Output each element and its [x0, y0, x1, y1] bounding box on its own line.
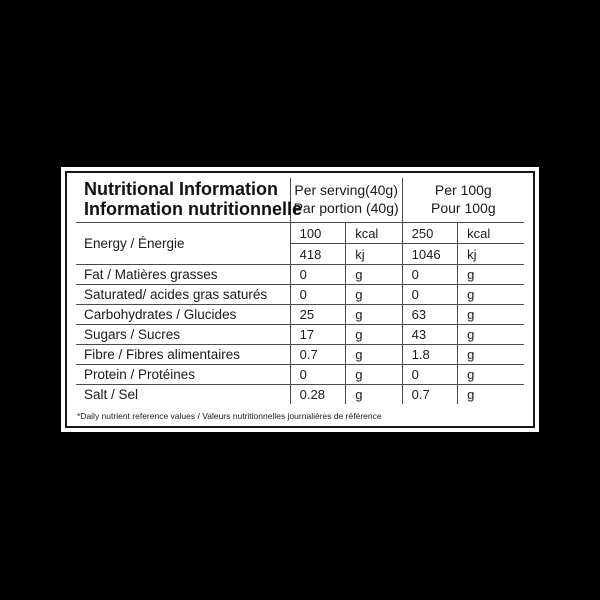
per-100g-label-fr: Pour 100g — [431, 200, 496, 216]
serving-unit: g — [346, 385, 402, 405]
per100-value: 63 — [402, 305, 458, 325]
serving-unit: g — [346, 305, 402, 325]
energy-per100-unit-kj: kj — [458, 244, 524, 265]
serving-unit: g — [346, 365, 402, 385]
table-row-fibre — [76, 345, 524, 365]
serving-value: 0 — [290, 285, 346, 305]
per-serving-label-fr: Par portion (40g) — [293, 200, 399, 216]
row-label: Fat / Matières grasses — [76, 265, 290, 285]
per100-unit: g — [458, 385, 524, 405]
table-row-saturated — [76, 285, 524, 305]
table-row-energy-kcal — [76, 223, 524, 244]
nutrition-table — [76, 178, 524, 404]
energy-serving-unit-kj: kj — [346, 244, 402, 265]
row-label: Fibre / Fibres alimentaires — [76, 345, 290, 365]
serving-value: 17 — [290, 325, 346, 345]
energy-per100-unit-kcal: kcal — [458, 223, 524, 244]
energy-per100-value-kj: 1046 — [402, 244, 458, 265]
title-line-en: Nutritional Information — [84, 179, 278, 199]
per100-unit: g — [458, 365, 524, 385]
energy-serving-value-kj: 418 — [290, 244, 346, 265]
serving-value: 0.28 — [290, 385, 346, 405]
per100-value: 43 — [402, 325, 458, 345]
serving-unit: g — [346, 325, 402, 345]
per100-value: 0.7 — [402, 385, 458, 405]
row-label: Saturated/ acides gras saturés — [76, 285, 290, 305]
per100-unit: g — [458, 325, 524, 345]
per-serving-label-en: Per serving(40g) — [294, 182, 398, 198]
serving-value: 0.7 — [290, 345, 346, 365]
per100-unit: g — [458, 265, 524, 285]
per-100g-label-en: Per 100g — [434, 182, 492, 198]
nutrition-label-border — [65, 171, 535, 428]
table-row-sugars — [76, 325, 524, 345]
energy-serving-value-kcal: 100 — [290, 223, 346, 244]
energy-per100-value-kcal: 250 — [402, 223, 458, 244]
reference-values-footnote: *Daily nutrient reference values / Valeurs nutritionnelles journalières de référence — [77, 411, 382, 421]
per100-unit: g — [458, 345, 524, 365]
column-header-per-100g — [402, 178, 524, 223]
table-row-carbohydrates — [76, 305, 524, 325]
table-header-row — [76, 178, 524, 223]
serving-unit: g — [346, 265, 402, 285]
row-label-energy: Energy / Énergie — [76, 223, 290, 265]
table-title — [76, 178, 302, 223]
per100-value: 1.8 — [402, 345, 458, 365]
per100-unit: g — [458, 285, 524, 305]
serving-value: 0 — [290, 265, 346, 285]
table-row-protein — [76, 365, 524, 385]
row-label: Salt / Sel — [76, 385, 290, 405]
table-row-fat — [76, 265, 524, 285]
per100-value: 0 — [402, 365, 458, 385]
per100-value: 0 — [402, 285, 458, 305]
energy-serving-unit-kcal: kcal — [346, 223, 402, 244]
row-label: Protein / Protéines — [76, 365, 290, 385]
row-label: Sugars / Sucres — [76, 325, 290, 345]
serving-unit: g — [346, 285, 402, 305]
serving-unit: g — [346, 345, 402, 365]
serving-value: 25 — [290, 305, 346, 325]
table-row-salt — [76, 385, 524, 405]
nutrition-label-card — [61, 167, 539, 432]
title-line-fr: Information nutritionnelle — [84, 199, 302, 219]
per100-unit: g — [458, 305, 524, 325]
serving-value: 0 — [290, 365, 346, 385]
per100-value: 0 — [402, 265, 458, 285]
column-header-per-serving — [290, 178, 402, 223]
row-label: Carbohydrates / Glucides — [76, 305, 290, 325]
